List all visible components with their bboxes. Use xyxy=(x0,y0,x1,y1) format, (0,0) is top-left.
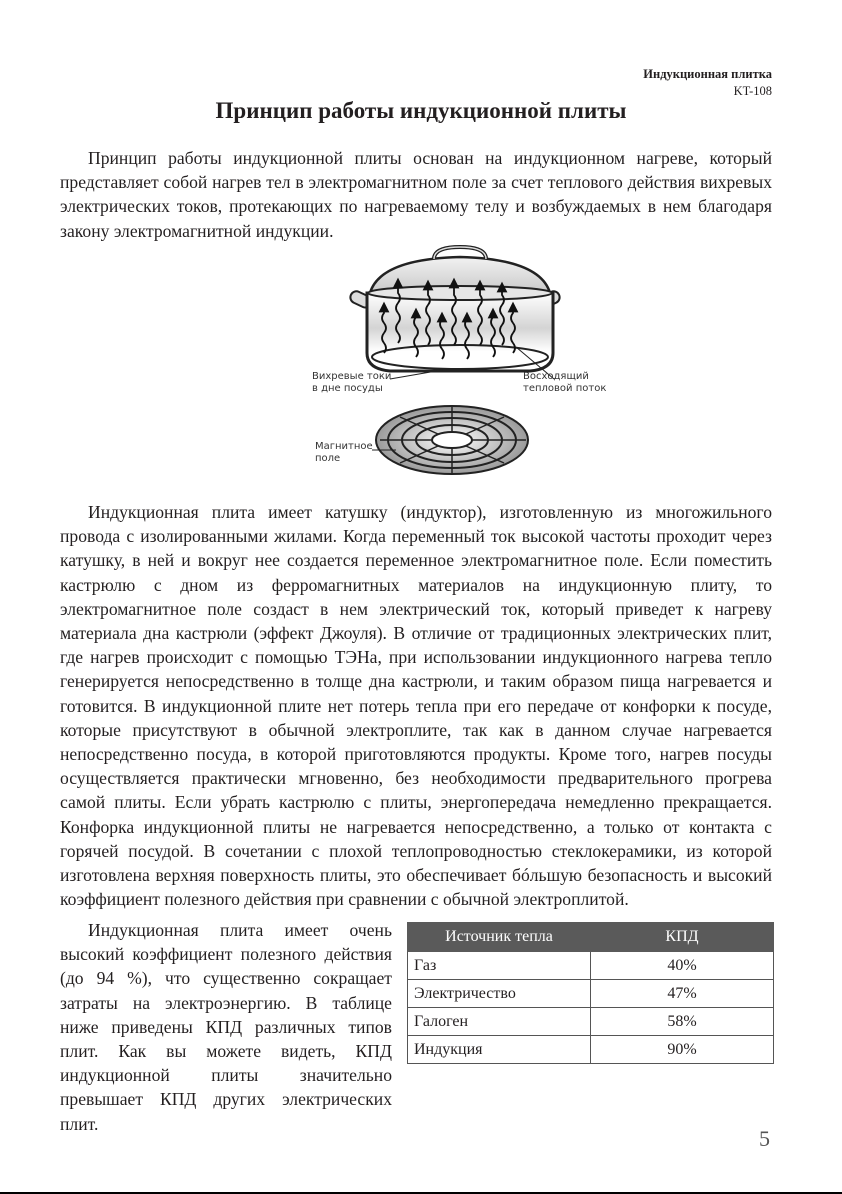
cell-source: Индукция xyxy=(408,1036,591,1064)
table-row xyxy=(408,1008,774,1036)
induction-diagram xyxy=(300,245,620,475)
magnetic-field-label xyxy=(315,441,373,465)
heat-flow-label-line1: Восходящий xyxy=(523,371,589,382)
eddy-currents-label-line2: в дне посуды xyxy=(312,383,383,394)
cell-source: Газ xyxy=(408,952,591,980)
cell-source: Галоген xyxy=(408,1008,591,1036)
cell-source: Электричество xyxy=(408,980,591,1008)
cell-efficiency: 90% xyxy=(591,1036,774,1064)
cell-efficiency: 58% xyxy=(591,1008,774,1036)
eddy-currents-label xyxy=(312,371,391,395)
magnetic-field-label-line1: Магнитное xyxy=(315,441,373,452)
running-head-title: Индукционная плитка xyxy=(643,67,772,81)
efficiency-table xyxy=(407,922,774,1064)
main-paragraph: Индукционная плита имеет катушку (индуктор), изготовленную из многожильного провода с изолированными жилами. Когда переменный ток высокой частоты проходит через катушку, в ней и вокруг нее создается переменное электромагнитное поле. Если поместить кастрюлю с дном из ферромагнитных материалов на индукционную плиту, то электромагнитное поле создаст в нем электрический ток, который приведет к нагреву материала дна кастрюли (эффект Джоуля). В отличие от традиционных электрических плит, где нагрев происходит с помощью ТЭНа, при использовании индукционного нагрева тепло генерируется непосредственно в толще дна кастрюли, и таким образом пища нагревается и готовится. В индукционной плите нет потерь тепла при его передаче от конфорки к посуде, которые присутствуют в обычной электроплите, так как в данном случае нагревается непосредственно посуда, в которой приготовляются продукты. Кроме того, нагрев посуды осуществляется практически мгновенно, без необходимости предварительного прогрева самой плиты. Если убрать кастрюлю с плиты, энергопередача немедленно прекращается. Конфорка индукционной плиты не нагревается непосредственно, а только от контакта с горячей посудой. В сочетании с плохой теплопроводностью стеклокерамики, из которой изготовлена верхняя поверхность плиты, это обеспечивает бóльшую безопасность и высокий коэффициент полезного действия при сравнении с обычной электроплитой. xyxy=(60,502,772,910)
intro-paragraph: Принцип работы индукционной плиты основан на индукционном нагреве, который представляет собой нагрев тел в электромагнитном поле за счет теплового действия вихревых электрических токов, протекающих по нагреваемому телу и возбуждаемых в нем благодаря закону электромагнитной индукции. xyxy=(60,148,772,241)
table-row xyxy=(408,952,774,980)
column-header-efficiency: КПД xyxy=(591,923,774,952)
cell-efficiency: 40% xyxy=(591,952,774,980)
heat-flow-label-line2: тепловой поток xyxy=(523,383,607,394)
cell-efficiency: 47% xyxy=(591,980,774,1008)
table-header-row xyxy=(408,923,774,952)
heat-flow-label xyxy=(523,371,606,395)
page-number: 5 xyxy=(759,1126,770,1151)
magnetic-field-label-line2: поле xyxy=(315,453,341,464)
running-head xyxy=(643,66,772,100)
table-row xyxy=(408,980,774,1008)
table-row xyxy=(408,1036,774,1064)
efficiency-paragraph: Индукционная плита имеет очень высокий коэффициент полезного действия (до 94 %), что существенно сокращает затраты на электроэнергию. В таблице ниже приведены КПД различных типов плит. Как вы можете видеть, КПД индукционной плиты значительно превышает КПД других электрических плит. xyxy=(60,920,392,1134)
eddy-currents-label-line1: Вихревые токи xyxy=(312,371,392,382)
column-header-source: Источник тепла xyxy=(408,923,591,952)
running-head-model: KT-108 xyxy=(733,84,772,98)
page-title: Принцип работы индукционной плиты xyxy=(215,98,627,123)
